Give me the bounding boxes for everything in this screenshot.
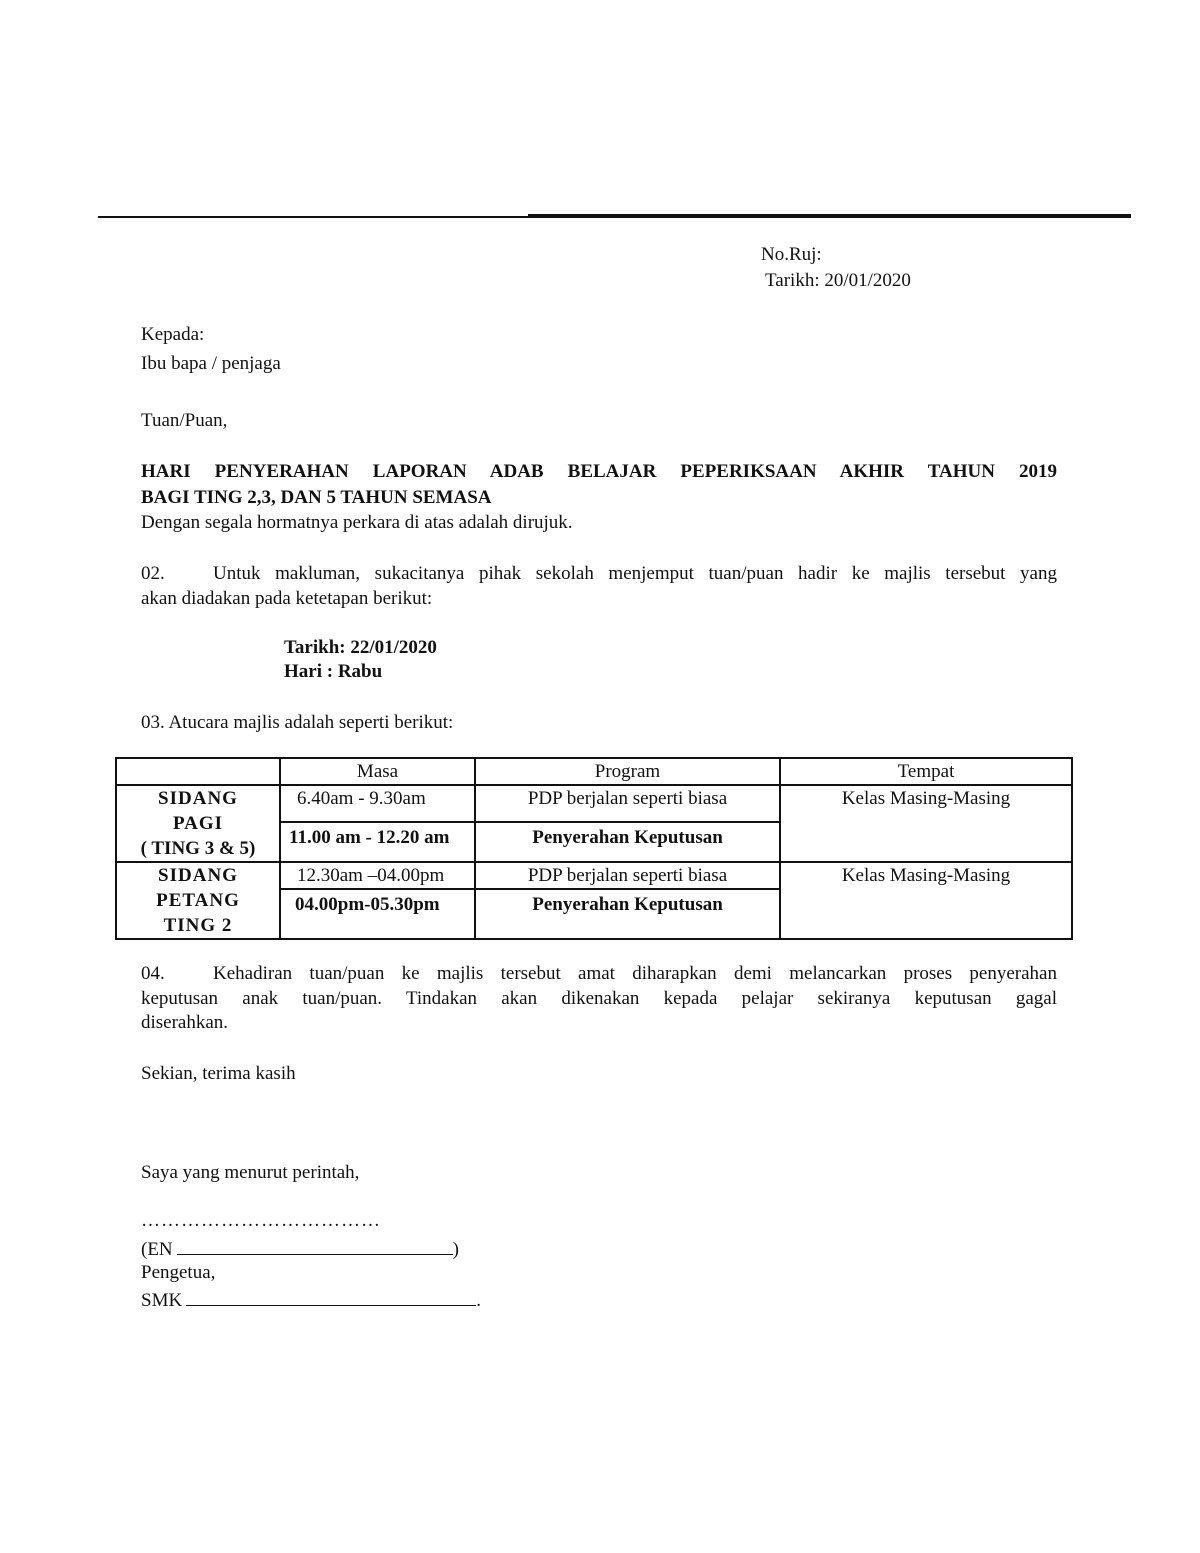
signatory-title: Pengetua,: [141, 1262, 216, 1283]
reference-number: No.Ruj:: [761, 244, 822, 265]
event-day: Hari : Rabu: [284, 661, 383, 682]
table-header-row: [116, 758, 1072, 785]
subject-line-2: BAGI TING 2,3, DAN 5 TAHUN SEMASA: [141, 487, 492, 508]
header-cell-tempat: Tempat: [780, 758, 1072, 785]
intro-sentence: Dengan segala hormatnya perkara di atas adalah dirujuk.: [141, 512, 573, 533]
para-03: 03. Atucara majlis adalah seperti berikut:: [141, 712, 454, 733]
table-row: [116, 862, 1072, 889]
signatory-prefix: (EN: [141, 1239, 173, 1260]
subject-line-1: HARI PENYERAHAN LAPORAN ADAB BELAJAR PEPERIKSAAN AKHIR TAHUN 2019: [141, 461, 1057, 482]
session-pagi-line-1: SIDANG: [158, 788, 238, 809]
header-rule-thin: [98, 216, 530, 218]
event-date: Tarikh: 22/01/2020: [284, 637, 437, 658]
signatory-name-line: [141, 1236, 459, 1261]
school-blank: [186, 1287, 476, 1306]
header-cell-masa: Masa: [280, 758, 475, 785]
header-rule-thick: [528, 214, 1131, 218]
pagi-program-2: Penyerahan Keputusan: [475, 822, 780, 862]
para-04-line-2: keputusan anak tuan/puan. Tindakan akan dikenakan kepada pelajar sekiranya keputusan gagal: [141, 988, 1057, 1009]
para-02-number: 02.: [141, 563, 165, 584]
session-pagi-line-3: ( TING 3 & 5): [140, 838, 256, 859]
para-04-number: 04.: [141, 963, 165, 984]
header-cell-blank: [116, 758, 280, 785]
recipient-label: Kepada:: [141, 324, 205, 345]
para-04-line-3: diserahkan.: [141, 1012, 229, 1033]
petang-time-2: 04.00pm-05.30pm: [280, 889, 475, 939]
header-cell-program: Program: [475, 758, 780, 785]
para-02-line-2: akan diadakan pada ketetapan berikut:: [141, 588, 433, 609]
letter-date: Tarikh: 20/01/2020: [765, 270, 911, 291]
session-petang-line-1: SIDANG: [158, 865, 238, 886]
pagi-time-1: 6.40am - 9.30am: [280, 785, 475, 822]
recipient-name: Ibu bapa / penjaga: [141, 353, 281, 374]
pagi-time-2: 11.00 am - 12.20 am: [280, 822, 475, 862]
school-prefix: SMK: [141, 1290, 183, 1311]
signature-dots: ………………………………: [141, 1210, 381, 1231]
petang-venue: Kelas Masing-Masing: [780, 862, 1072, 939]
para-02-line-1: Untuk makluman, sukacitanya pihak sekolah menjemput tuan/puan hadir ke majlis tersebut yang: [213, 563, 1057, 584]
pagi-venue: Kelas Masing-Masing: [780, 785, 1072, 862]
closing-text: Sekian, terima kasih: [141, 1063, 296, 1084]
signatory-blank: [177, 1236, 453, 1255]
session-pagi: [116, 785, 280, 862]
session-petang-line-2: PETANG: [156, 890, 240, 911]
session-pagi-line-2: PAGI: [172, 813, 224, 834]
session-petang-line-3: TING 2: [163, 915, 233, 936]
signatory-suffix: ): [452, 1239, 459, 1260]
school-suffix: .: [476, 1290, 481, 1311]
schedule-table: [115, 757, 1073, 940]
table-row: [116, 785, 1072, 822]
pagi-program-1: PDP berjalan seperti biasa: [475, 785, 780, 822]
para-04-line-1: Kehadiran tuan/puan ke majlis tersebut amat diharapkan demi melancarkan proses penyerahan: [213, 963, 1057, 984]
signoff-phrase: Saya yang menurut perintah,: [141, 1162, 360, 1183]
petang-program-1: PDP berjalan seperti biasa: [475, 862, 780, 889]
salutation: Tuan/Puan,: [141, 410, 228, 431]
petang-time-1: 12.30am –04.00pm: [280, 862, 475, 889]
session-petang: [116, 862, 280, 939]
petang-program-2: Penyerahan Keputusan: [475, 889, 780, 939]
school-name-line: [141, 1287, 481, 1312]
